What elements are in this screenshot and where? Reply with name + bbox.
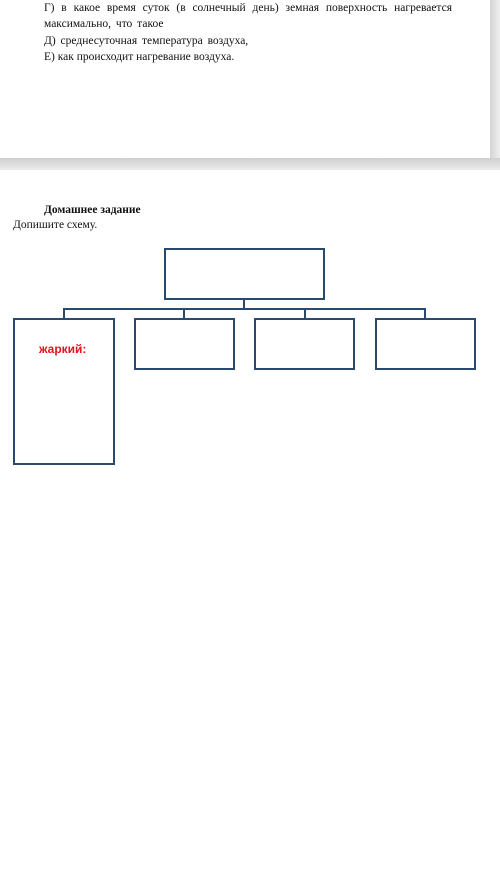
connector-drop-3	[304, 308, 306, 318]
page-edge	[490, 0, 500, 158]
connector-drop-1	[63, 308, 65, 318]
scheme-top-box	[164, 248, 325, 300]
scheme-child-box-4	[375, 318, 476, 370]
scheme-child-box-3	[254, 318, 355, 370]
connector-horizontal	[63, 308, 426, 310]
connector-drop-2	[183, 308, 185, 318]
text-line-e: Е) как происходит нагревание воздуха.	[44, 51, 235, 63]
homework-title: Домашнее задание	[44, 204, 141, 216]
text-line-g: Г) в какое время суток (в солнечный день) земная поверхность нагревается	[44, 2, 452, 14]
scheme-child-box-2	[134, 318, 235, 370]
scheme-label-hot: жаркий:	[39, 342, 87, 356]
connector-drop-4	[424, 308, 426, 318]
scheme-child-box-1	[13, 318, 115, 465]
homework-instruction: Допишите схему.	[13, 219, 98, 231]
text-line-g-cont: максимально, что такое	[44, 18, 164, 30]
page-top	[0, 0, 490, 158]
text-line-d: Д) среднесуточная температура воздуха,	[44, 35, 249, 47]
page-separator	[0, 158, 500, 170]
